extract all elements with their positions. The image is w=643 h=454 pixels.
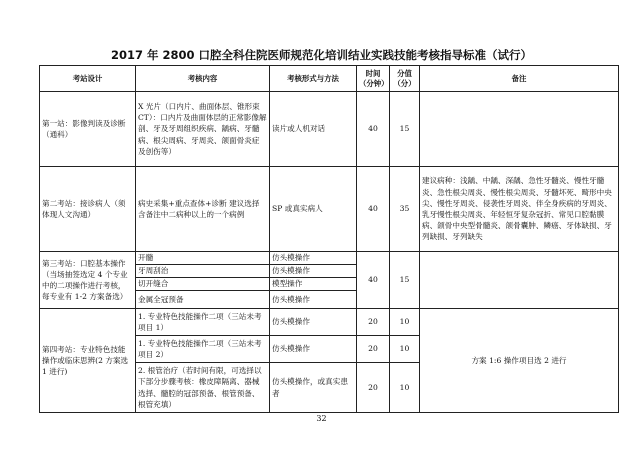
table-row (40, 309, 619, 336)
station2-form: SP 或真实病人 (270, 167, 357, 252)
station3-form-2: 仿头模操作 (270, 265, 357, 278)
station3-score: 15 (390, 252, 420, 309)
table-row (40, 167, 619, 252)
station3-name: 第三考站：口腔基本操作（当场抽签选定 4 个专业中的二项操作进行考核，每专业有 1-2 方案备选） (40, 252, 136, 309)
station3-content-4: 金属全冠预备 (136, 291, 270, 309)
exam-standard-table (39, 65, 619, 413)
table-header-row (40, 66, 619, 92)
station1-time: 40 (357, 92, 390, 167)
station2-score: 35 (390, 167, 420, 252)
station4-form-2: 仿头模操作 (270, 336, 357, 363)
station4-score-1: 10 (390, 309, 420, 336)
page-number: 32 (316, 414, 327, 423)
page-title: 2017 年 2800 口腔全科住院医师规范化培训结业实践技能考核指导标准（试行） (110, 48, 533, 62)
station4-remark: 方案 1:6 操作项目选 2 进行 (420, 309, 619, 413)
station1-form: 读片或人机对话 (270, 92, 357, 167)
station4-time-3: 20 (357, 363, 390, 413)
station3-content-3: 切开缝合 (136, 278, 270, 291)
header-station: 考站设计 (40, 66, 136, 92)
station1-name: 第一站：影像判读及诊断（通科） (40, 92, 136, 167)
station4-content-3: 2. 根管治疗（若时间有限，可选择以下部分步骤考核：橡皮障隔离、器械选择、髓腔的冠部预备、根管预备、根管充填） (136, 363, 270, 413)
station3-remark (420, 252, 619, 309)
station4-form-1: 仿头模操作 (270, 309, 357, 336)
station3-form-3: 模型操作 (270, 278, 357, 291)
header-score: 分值（分） (390, 66, 420, 92)
station3-content-1: 开髓 (136, 252, 270, 265)
header-form: 考核形式与方法 (270, 66, 357, 92)
station4-score-2: 10 (390, 336, 420, 363)
header-remark: 备注 (420, 66, 619, 92)
station4-time-1: 20 (357, 309, 390, 336)
station4-time-2: 20 (357, 336, 390, 363)
station3-content-2: 牙周刮治 (136, 265, 270, 278)
table-row (40, 92, 619, 167)
station1-remark (420, 92, 619, 167)
table-row (40, 252, 619, 265)
station2-content: 病史采集+重点查体+诊断 建议选择含备注中二病种以上的一个病例 (136, 167, 270, 252)
station3-time: 40 (357, 252, 390, 309)
station1-score: 15 (390, 92, 420, 167)
station2-time: 40 (357, 167, 390, 252)
station2-remark: 建议病种：浅龋、中龋、深龋、急性牙髓炎、慢性牙髓炎、急性根尖周炎、慢性根尖周炎、牙髓坏死、畸形中央尖、慢性牙周炎、侵袭性牙周炎、伴全身疾病的牙周炎、乳牙慢性根尖周炎、年轻恒牙复杂冠折、常见口腔黏膜病、颌骨中央型骨髓炎、颌骨囊肿、鳞癌、牙体缺损、牙列缺损、牙列缺失 (420, 167, 619, 252)
header-time: 时间（分钟） (357, 66, 390, 92)
station3-form-4: 仿头模操作 (270, 291, 357, 309)
station4-form-3: 仿头模操作，或真实患者 (270, 363, 357, 413)
station4-score-3: 10 (390, 363, 420, 413)
header-content: 考核内容 (136, 66, 270, 92)
station2-name: 第二考站：接诊病人（须体现人文沟通） (40, 167, 136, 252)
station1-content: X 光片（口内片、曲面体层、锥形束 CT）：口内片及曲面体层的正常影像解剖、牙及牙周组织疾病、龋病、牙髓病、根尖周病、牙周炎、颌面骨炎症及创伤等） (136, 92, 270, 167)
station3-form-1: 仿头模操作 (270, 252, 357, 265)
station4-content-2: 1. 专业特色技能操作二项（三站未考项目 2） (136, 336, 270, 363)
station4-name: 第四考站：专业特色技能操作或临床思辨(2 方案选 1 进行) (40, 309, 136, 413)
station4-content-1: 1. 专业特色技能操作二项（三站未考项目 1） (136, 309, 270, 336)
